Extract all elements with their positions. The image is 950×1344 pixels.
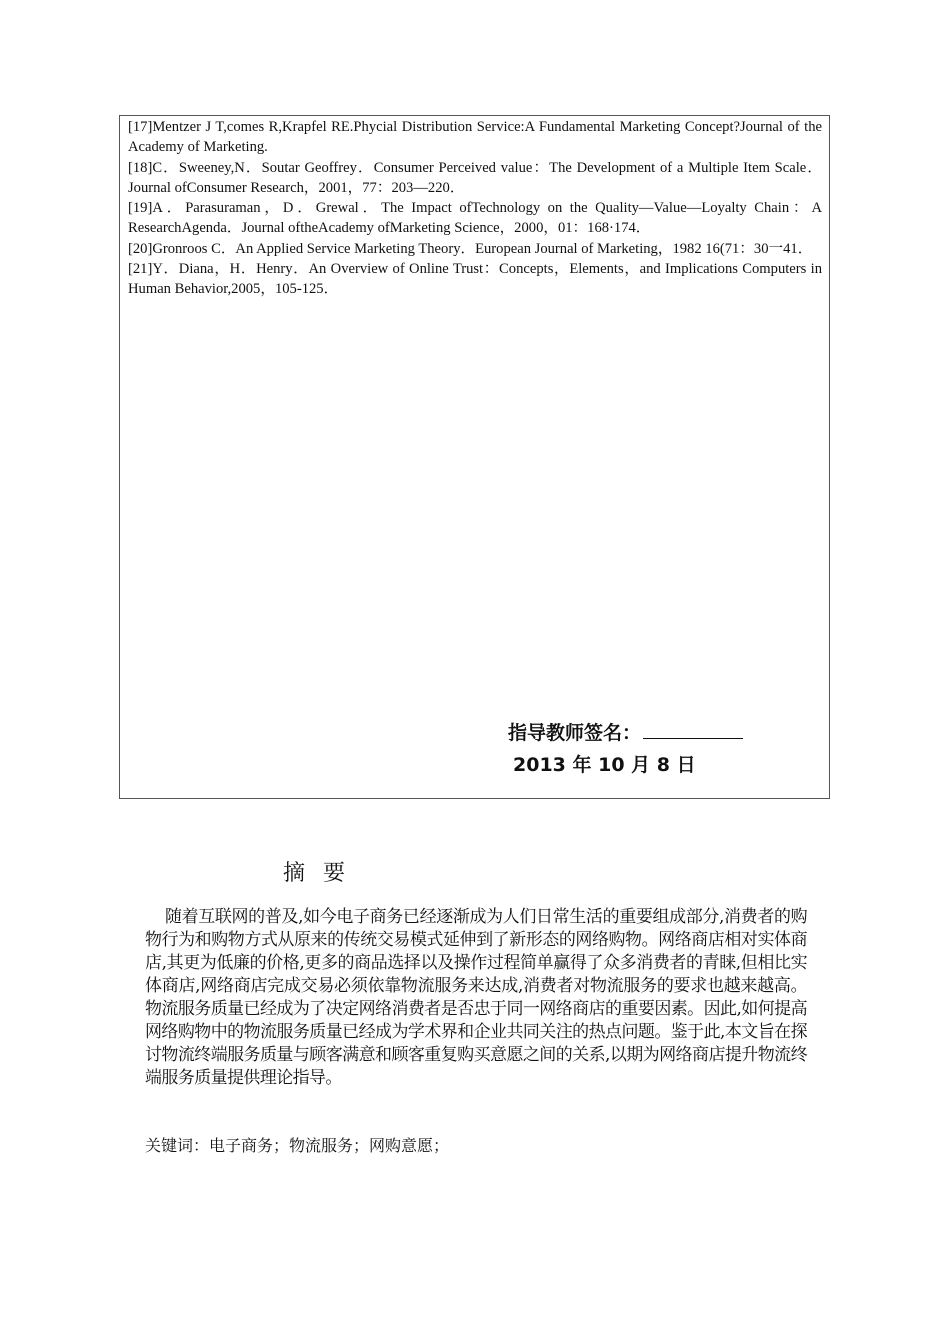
signature-line: [643, 720, 743, 739]
abstract-title: 摘要: [283, 861, 364, 886]
reference-item-20: [20]Gronroos C．An Applied Service Marketing Theory．European Journal of Marketing，1982 16(71：30一41．: [128, 240, 813, 257]
references-box: [119, 115, 830, 799]
reference-item-19: [19]A．Parasuraman，D．Grewal．The Impact ofTechnology on the Quality—Value—Loyalty Chain：A ResearchAgenda．Journal oftheAcademy ofMarketing Science，2000，01：168·174．: [128, 200, 822, 237]
reference-item-17: [17]Mentzer J T,comes R,Krapfel RE.Phycial Distribution Service:A Fundamental Marketing Concept?Journal of the Academy of Marketing.: [128, 119, 822, 156]
reference-item-21: [21]Y．Diana，H．Henry．An Overview of Online Trust：Concepts，Elements，and Implications Computers in Human Behavior,2005，105-125．: [128, 261, 822, 298]
reference-list: [128, 117, 822, 300]
advisor-signature: [508, 718, 743, 748]
abstract-body: 随着互联网的普及,如今电子商务已经逐渐成为人们日常生活的重要组成部分,消费者的购物行为和购物方式从原来的传统交易模式延伸到了新形态的网络购物。网络商店相对实体商店,其更为低廉的价格,更多的商品选择以及操作过程简单赢得了众多消费者的青睐,但相比实体商店,网络商店完成交易必须依靠物流服务来达成,消费者对物流服务的要求也越来越高。物流服务质量已经成为了决定网络消费者是否忠于同一网络商店的重要因素。因此,如何提高网络购物中的物流服务质量已经成为学术界和企业共同关注的热点问题。鉴于此,本文旨在探讨物流终端服务质量与顾客满意和顾客重复购买意愿之间的关系,以期为网络商店提升物流终端服务质量提供理论指导。: [145, 907, 807, 1088]
signature-label: 指导教师签名：: [508, 722, 642, 744]
signature-date: 2013 年 10 月 8 日: [513, 754, 696, 776]
keywords: 关键词：电子商务；物流服务；网购意愿；: [145, 1136, 450, 1155]
reference-item-18: [18]C．Sweeney,N．Soutar Geoffrey．Consumer Perceived value：The Development of a Multiple Item Scale．Journal ofConsumer Research，2001，77：203—220．: [128, 159, 822, 196]
